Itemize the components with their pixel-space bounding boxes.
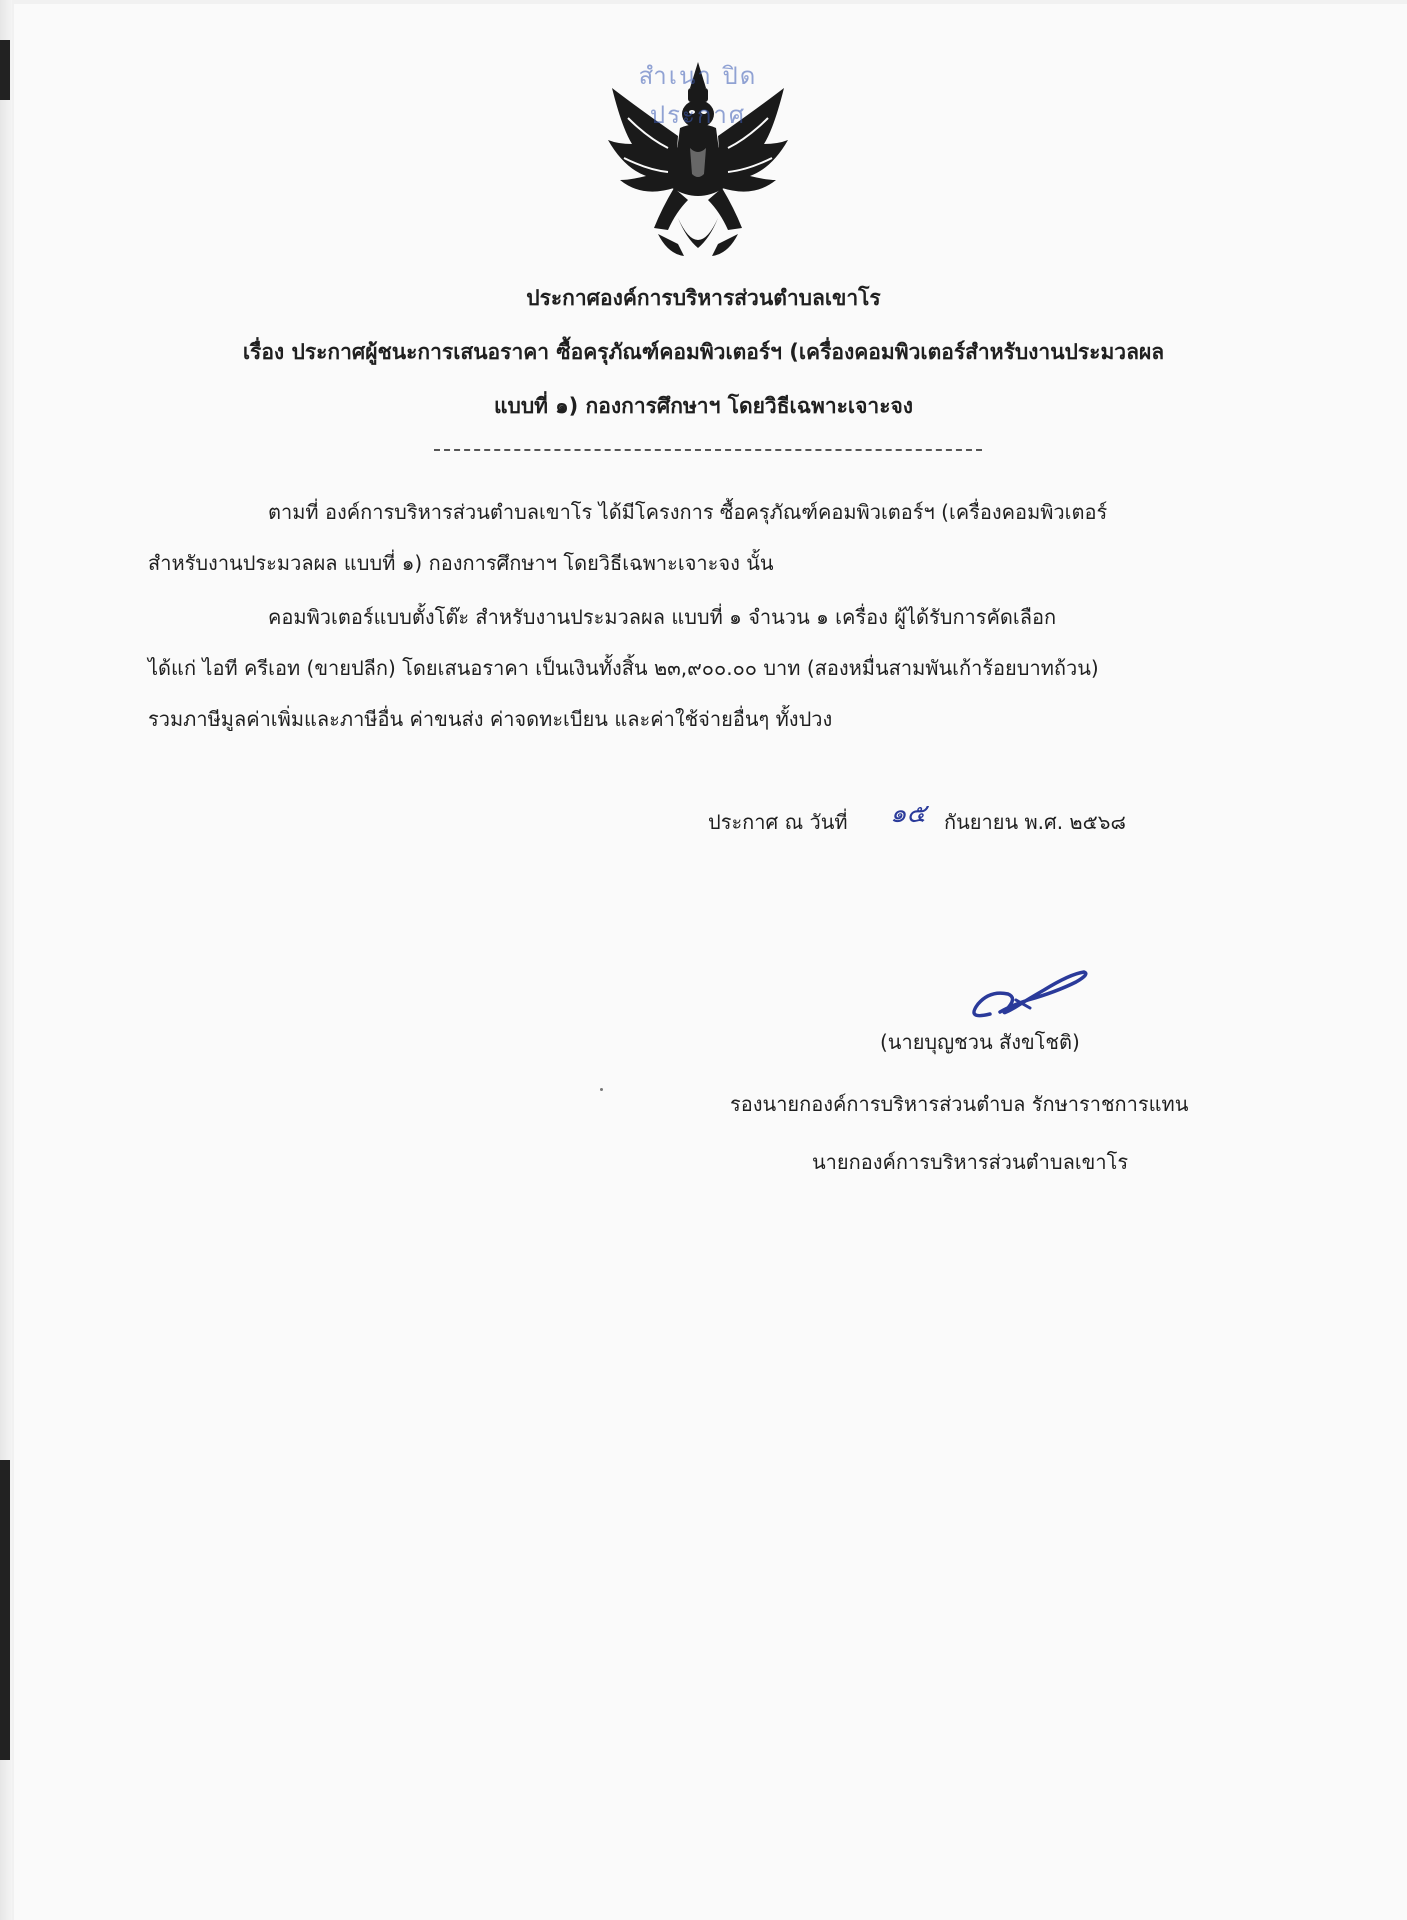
body-line: รวมภาษีมูลค่าเพิ่มและภาษีอื่น ค่าขนส่ง ค่าจดทะเบียน และค่าใช้จ่ายอื่นๆ ทั้งปวง [148, 707, 833, 731]
body-line: ตามที่ องค์การบริหารส่วนตำบลเขาโร ได้มีโครงการ ซื้อครุภัณฑ์คอมพิวเตอร์ฯ (เครื่องคอมพิวเตอร์ [268, 500, 1108, 524]
announcement-subject-cont: แบบที่ ๑) กองการศึกษาฯ โดยวิธีเฉพาะเจาะจง [493, 394, 914, 418]
copy-stamp: สำเนา ปิดประกาศ [638, 62, 758, 129]
scan-edge-mark [0, 1460, 10, 1760]
date-prefix: ประกาศ ณ วันที่ [708, 810, 848, 834]
body-line: ได้แก่ ไอที ครีเอท (ขายปลีก) โดยเสนอราคา เป็นเงินทั้งสิ้น ๒๓,๙๐๐.๐๐ บาท (สองหมื่นสามพันเก้าร้อยบาทถ้วน) [148, 656, 1099, 680]
scan-edge-mark [0, 40, 10, 100]
scan-speck [600, 1088, 603, 1091]
body-line: สำหรับงานประมวลผล แบบที่ ๑) กองการศึกษาฯ โดยวิธีเฉพาะเจาะจง นั้น [148, 551, 774, 575]
signatory-position-cont: นายกองค์การบริหารส่วนตำบลเขาโร [812, 1150, 1129, 1174]
body-line: คอมพิวเตอร์แบบตั้งโต๊ะ สำหรับงานประมวลผล แบบที่ ๑ จำนวน ๑ เครื่อง ผู้ได้รับการคัดเลือก [268, 605, 1057, 629]
handwritten-signature-icon [960, 960, 1090, 1030]
signatory-position: รองนายกองค์การบริหารส่วนตำบล รักษาราชการแทน [730, 1092, 1189, 1116]
header-divider [434, 449, 982, 451]
announcement-title: ประกาศองค์การบริหารส่วนตำบลเขาโร [526, 286, 881, 310]
signatory-name: (นายบุญชวน สังขโชติ) [880, 1030, 1080, 1054]
date-day-handwritten: ๑๕ [890, 799, 927, 829]
date-suffix: กันยายน พ.ศ. ๒๕๖๘ [944, 810, 1126, 834]
announcement-subject: เรื่อง ประกาศผู้ชนะการเสนอราคา ซื้อครุภัณฑ์คอมพิวเตอร์ฯ (เครื่องคอมพิวเตอร์สำหรับงานประมวลผล [242, 340, 1165, 364]
